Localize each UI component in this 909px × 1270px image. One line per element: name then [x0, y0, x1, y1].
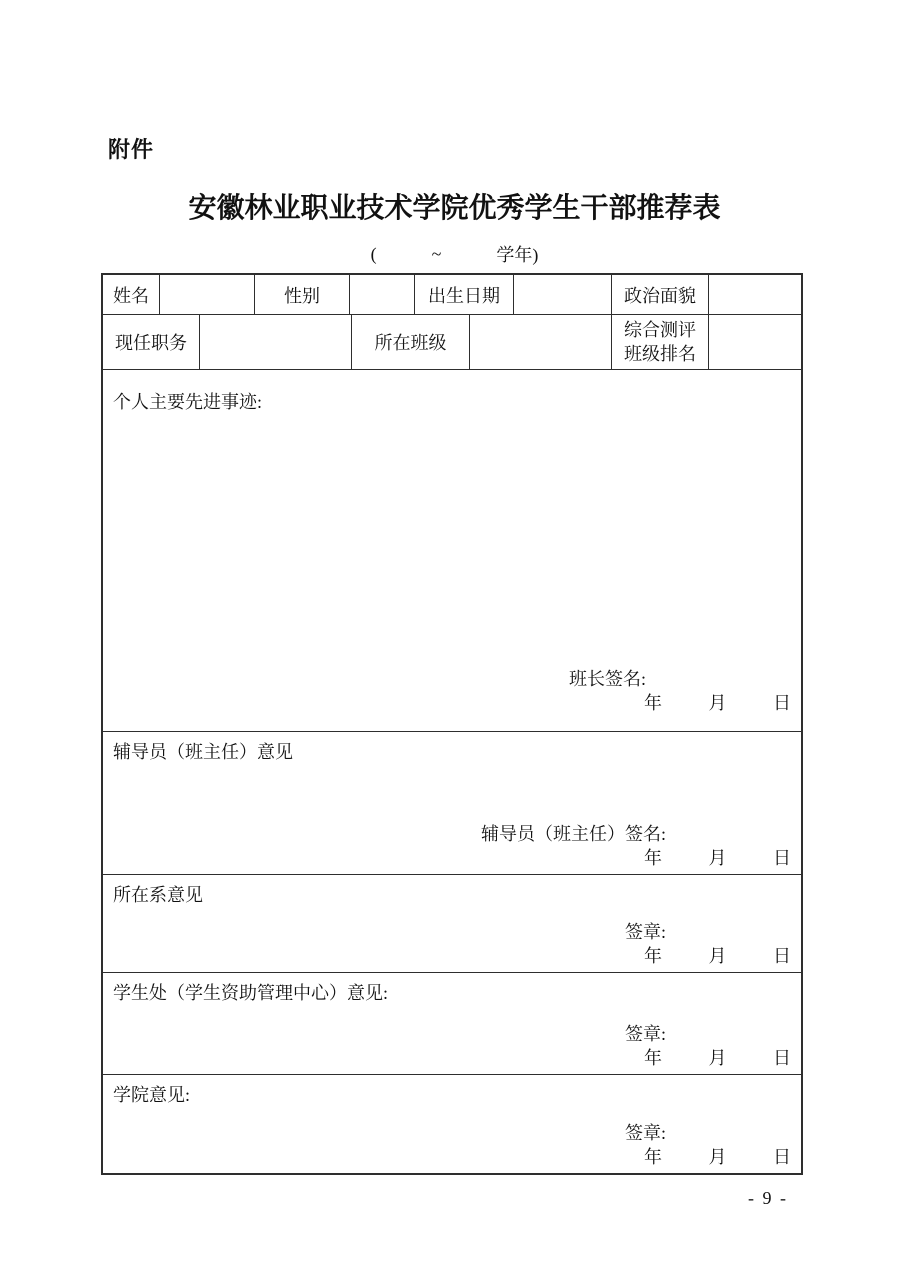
month-label: 月 — [708, 946, 727, 966]
class-label: 所在班级 — [352, 315, 470, 369]
current-position-label: 现任职务 — [103, 315, 200, 369]
year-label: 年 — [644, 1147, 662, 1167]
academic-year-line — [0, 241, 909, 267]
section-counselor-opinion — [103, 732, 801, 875]
year-label: 年 — [644, 848, 662, 868]
tilde-separator: ~ — [431, 243, 442, 264]
month-label: 月 — [708, 848, 727, 868]
signature-block — [103, 667, 801, 715]
evaluation-rank-label-line2: 班级排名 — [624, 344, 696, 364]
section-student-affairs-opinion — [103, 973, 801, 1075]
date-line — [103, 691, 801, 715]
day-label: 日 — [773, 693, 791, 713]
seal-label: 签章: — [624, 1024, 666, 1044]
section-label: 所在系意见 — [113, 885, 203, 905]
open-paren: ( — [370, 243, 377, 264]
evaluation-rank-value-cell — [709, 315, 801, 369]
signature-block — [103, 822, 801, 870]
info-row-1 — [103, 275, 801, 315]
month-label: 月 — [708, 693, 727, 713]
monitor-signature-label: 班长签名: — [568, 669, 646, 689]
date-line — [103, 846, 801, 870]
political-status-value-cell — [709, 275, 801, 314]
date-line — [103, 944, 801, 968]
name-value-cell — [160, 275, 255, 314]
counselor-signature-label: 辅导员（班主任）签名: — [481, 824, 666, 844]
month-label: 月 — [708, 1048, 727, 1068]
class-value-cell — [470, 315, 612, 369]
signature-block — [103, 1022, 801, 1070]
name-label: 姓名 — [103, 275, 160, 314]
section-department-opinion — [103, 875, 801, 973]
signature-block — [103, 1121, 801, 1169]
evaluation-rank-label-line1: 综合测评 — [624, 320, 696, 340]
birthdate-label: 出生日期 — [415, 275, 514, 314]
year-label: 年 — [644, 693, 662, 713]
month-label: 月 — [708, 1147, 727, 1167]
gender-value-cell — [350, 275, 415, 314]
info-row-2 — [103, 315, 801, 370]
current-position-value-cell — [200, 315, 352, 369]
recommendation-form-table — [101, 273, 803, 1175]
year-label: 年 — [644, 1048, 662, 1068]
day-label: 日 — [773, 1048, 791, 1068]
birthdate-value-cell — [514, 275, 612, 314]
page-number: - 9 - — [748, 1188, 788, 1208]
seal-label: 签章: — [624, 922, 666, 942]
day-label: 日 — [773, 848, 791, 868]
day-label: 日 — [773, 1147, 791, 1167]
section-label: 学生处（学生资助管理中心）意见: — [113, 983, 388, 1003]
section-personal-deeds — [103, 370, 801, 732]
gender-label: 性别 — [255, 275, 350, 314]
attachment-label: 附件 — [108, 137, 155, 162]
section-college-opinion — [103, 1075, 801, 1173]
day-label: 日 — [773, 946, 791, 966]
year-label: 年 — [644, 946, 662, 966]
political-status-label: 政治面貌 — [612, 275, 709, 314]
seal-label: 签章: — [624, 1123, 666, 1143]
academic-year-label: 学年) — [496, 245, 539, 265]
evaluation-rank-label — [612, 315, 709, 369]
section-label: 辅导员（班主任）意见 — [113, 742, 293, 762]
section-label: 个人主要先进事迹: — [113, 392, 263, 412]
signature-block — [103, 920, 801, 968]
section-label: 学院意见: — [113, 1085, 191, 1105]
date-line — [103, 1145, 801, 1169]
form-title: 安徽林业职业技术学院优秀学生干部推荐表 — [188, 193, 721, 224]
date-line — [103, 1046, 801, 1070]
